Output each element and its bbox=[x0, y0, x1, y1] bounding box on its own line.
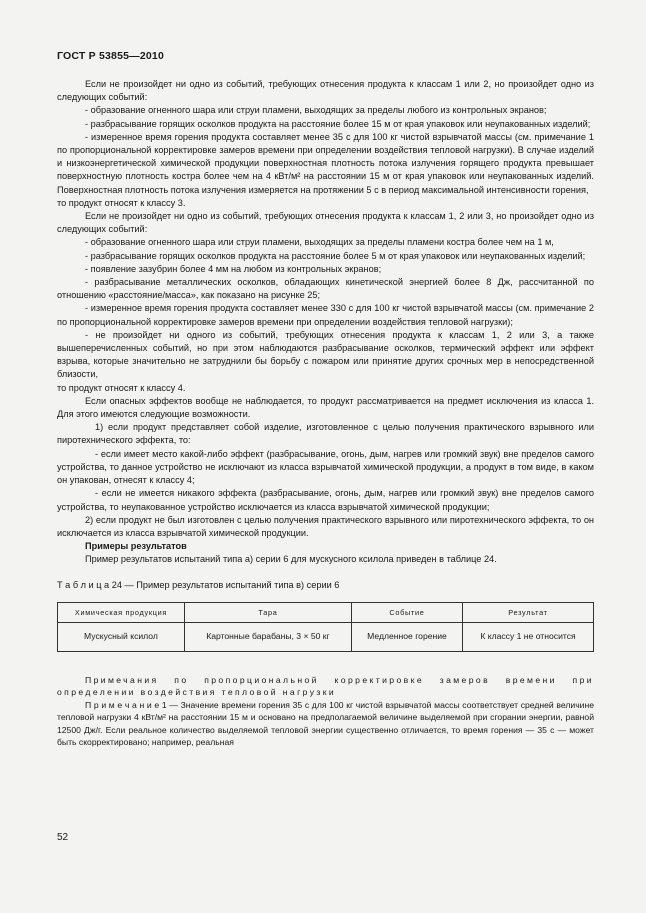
paragraph: 1) если продукт представляет собой изделие, изготовленное с целью получения практического взрывного или пиротехнического эффекта, то: bbox=[57, 422, 594, 446]
column-header: Результат bbox=[462, 602, 593, 622]
paragraph: - измеренное время горения продукта составляет менее 330 с для 100 кг чистой взрывчатой массы (см. примечание 2 по пропорциональной корректировке замеров времени при определении воздействия тепловой нагрузки); bbox=[57, 303, 594, 327]
document-body bbox=[57, 78, 594, 749]
notes-section bbox=[57, 674, 594, 749]
table-caption: Т а б л и ц а 24 — Пример результатов испытаний типа в) серии 6 bbox=[57, 579, 340, 590]
paragraph-list bbox=[57, 78, 594, 567]
paragraph: Пример результатов испытаний типа а) серии 6 для мускусного ксилола приведен в таблице 24. bbox=[85, 554, 497, 565]
paragraph: - если не имеется никакого эффекта (разбрасывание, огонь, дым, нагрев или громкий звук) вне пределов самого устройства, то неупакованное устройство исключается из класса взрывчатой химической продукции; bbox=[57, 488, 594, 512]
page-number: 52 bbox=[57, 832, 69, 843]
standard-header: ГОСТ Р 53855—2010 bbox=[57, 50, 165, 62]
notes-heading: Примечания по пропорциональной корректировке замеров времени при определении воздействия тепловой нагрузки bbox=[57, 674, 594, 698]
paragraph: - не произойдет ни одного из событий, требующих отнесения продукта к классам 1, 2 или 3, а также вышеперечисленных событий, но при этом наблюдаются разбрасывание осколков, термический эффект или эффект взрыва, которые значительно не затруднили бы борьбу с пожаром или принятие других срочных мер в непосредственной близости, bbox=[57, 329, 594, 380]
table-cell: Картонные барабаны, 3 × 50 кг bbox=[184, 622, 351, 651]
paragraph: Если опасных эффектов вообще не наблюдается, то продукт рассматривается на предмет исключения из класса 1. Для этого имеются следующие возможности. bbox=[57, 395, 594, 420]
table-cell: Медленное горение bbox=[351, 622, 462, 651]
paragraph: Если не произойдет ни одно из событий, требующих отнесения продукта к классам 1 или 2, но произойдет одно из следующих событий: bbox=[57, 79, 594, 103]
paragraph: - появление зазубрин более 4 мм на любом из контрольных экранов; bbox=[85, 263, 382, 274]
table-row bbox=[58, 622, 594, 651]
section-heading: Примеры результатов bbox=[85, 541, 187, 552]
table-header-row bbox=[58, 602, 594, 622]
table-cell: К классу 1 не относится bbox=[462, 622, 593, 651]
paragraph: - если имеет место какой-либо эффект (разбрасывание, огонь, дым, нагрев или громкий звук) вне пределов самого устройства, то данное устройство не исключают из класса взрывчатой химической продукции, а продукт в том виде, в каком он упакован, отнесят к классу 4; bbox=[57, 448, 594, 486]
paragraph: то продукт относят к классу 3. bbox=[57, 197, 186, 208]
paragraph: - образование огненного шара или струи пламени, выходящих за пределы любого из контрольных экранов; bbox=[85, 105, 547, 116]
note-1: П р и м е ч а н и е 1 — Значение времени горения 35 с для 100 кг чистой взрывчатой массы соответствует средней величине тепловой нагрузки 4 кВт/м² на расстоянии 15 м и основано на предполагаемой величине выделяемой при сгорании энергии, равной 12500 Дж/г. Если реальное количество выделяемой тепловой энергии существенно отличается, то время горения — 35 с — может быть скорректировано; например, реальная bbox=[57, 699, 594, 748]
column-header: Событие bbox=[351, 602, 462, 622]
paragraph: - образование огненного шара или струи пламени, выходящих за пределы пламени костра более чем на 1 м, bbox=[85, 237, 554, 248]
column-header: Тара bbox=[184, 602, 351, 622]
column-header: Химическая продукция bbox=[58, 602, 185, 622]
paragraph: 2) если продукт не был изготовлен с целью получения практического взрывного или пиротехнического эффекта, то он исключается из класса взрывчатой химической продукции. bbox=[57, 514, 594, 538]
paragraph: - измеренное время горения продукта составляет менее 35 с для 100 кг чистой взрывчатой массы (см. примечание 1 по пропорциональной корректировке замеров времени при определении воздействия тепловой нагрузки). В случае изделий и низкоэнергетической химической продукции поверхностная плотность потока излучения горящего продукта превышает поверхностную плотность костра более чем на 4 кВт/м² на расстоянии 15 м от края упаковок или неупакованных изделий. Поверхностная плотность потока излучения измеряется на протяжении 5 с в период максимальной интенсивности горения, bbox=[57, 131, 594, 195]
table-cell: Мускусный ксилол bbox=[58, 622, 185, 651]
paragraph: - разбрасывание горящих осколков продукта на расстояние более 15 м от края упаковок или неупакованных изделий; bbox=[85, 118, 591, 129]
paragraph: - разбрасывание металлических осколков, обладающих кинетической энергией более 8 Дж, рассчитанной по отношению «расстояние/масса», как показано на рисунке 25; bbox=[57, 277, 594, 301]
results-table bbox=[57, 602, 594, 652]
paragraph: - разбрасывание горящих осколков продукта на расстояние более 5 м от края упаковок или неупакованных изделий; bbox=[85, 250, 586, 261]
paragraph: Если не произойдет ни одно из событий, требующих отнесения продукта к классам 1, 2 или 3, но произойдет одно из следующих событий: bbox=[57, 211, 594, 235]
paragraph: то продукт относят к классу 4. bbox=[57, 382, 186, 393]
